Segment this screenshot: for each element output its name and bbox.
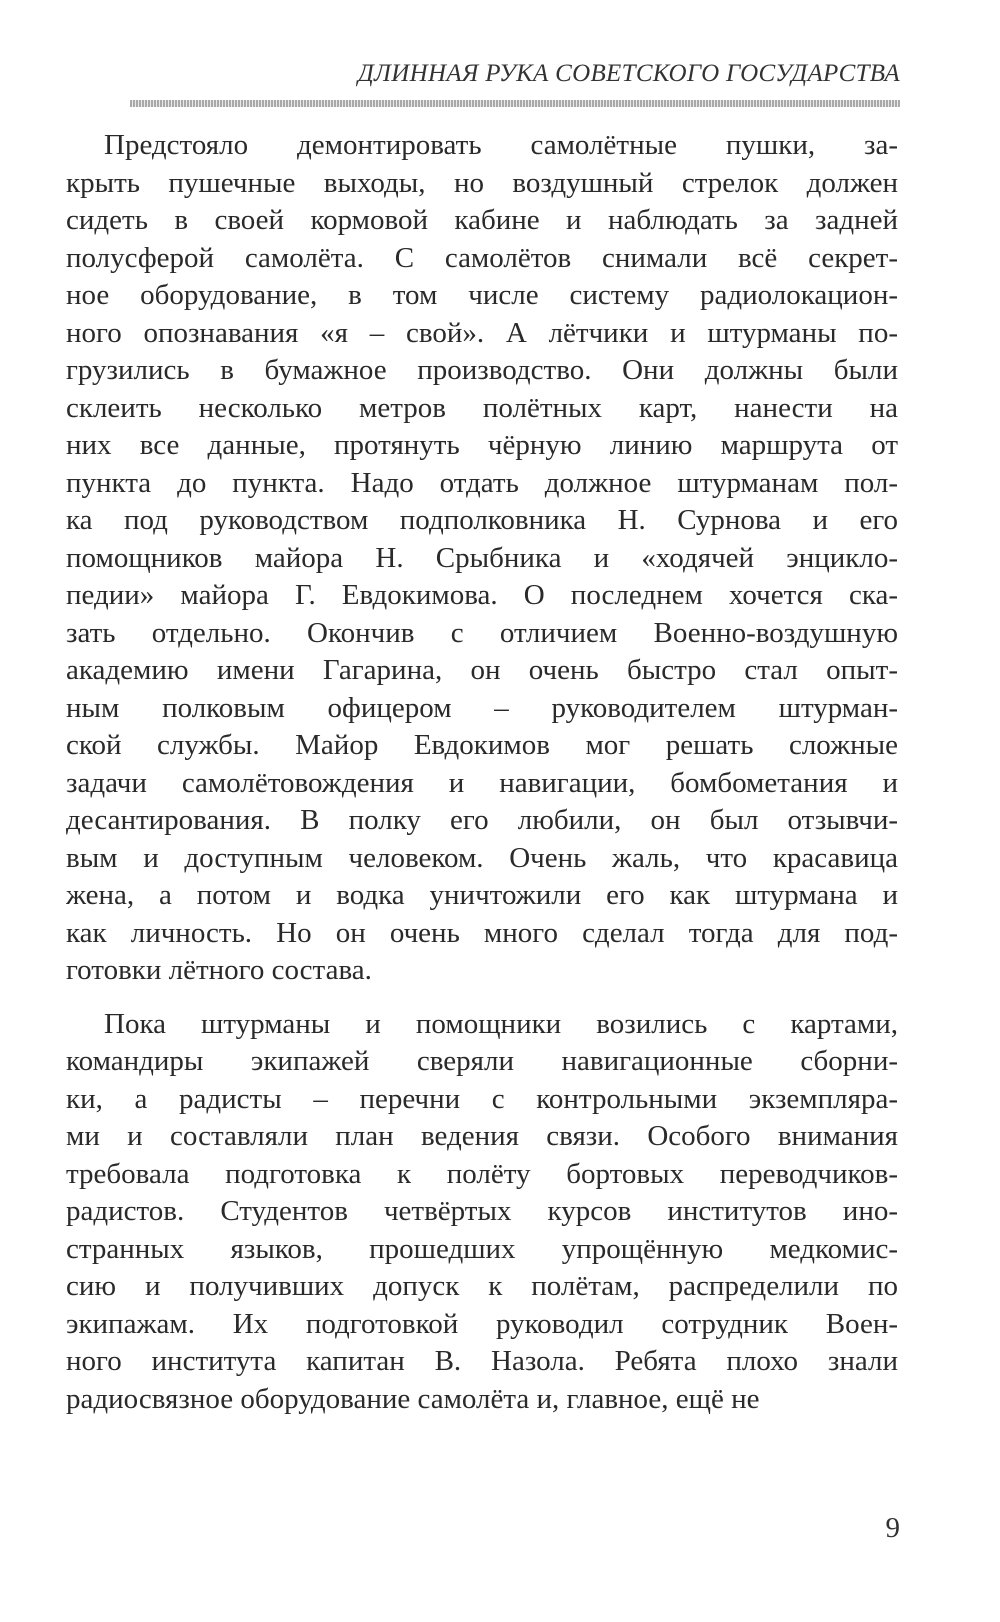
text-line: жена, а потом и водка уничтожили его как штурмана и <box>66 879 898 911</box>
text-line: педии» майора Г. Евдокимова. О последнем хочется ска- <box>66 579 898 611</box>
text-line: готовки лётного состава. <box>66 954 372 986</box>
text-line: сию и получивших допуск к полётам, распределили по <box>66 1270 898 1302</box>
text-line: пункта до пункта. Надо отдать должное штурманам пол- <box>66 466 898 499</box>
text-line: крыть пушечные выходы, но воздушный стрелок должен <box>66 166 898 199</box>
text-line: требовала подготовка к полёту бортовых переводчиков- <box>66 1157 898 1190</box>
text-line: Предстояло демонтировать самолётные пушки, за- <box>104 129 898 161</box>
text-line: ного института капитан В. Назола. Ребята плохо знали <box>66 1345 898 1377</box>
text-line: экипажам. Их подготовкой руководил сотрудник Воен- <box>66 1307 898 1340</box>
text-line: ки, а радисты – перечни с контрольными экземпляра- <box>66 1082 898 1115</box>
text-line: склеить несколько метров полётных карт, нанести на <box>66 391 898 424</box>
text-line: полусферой самолёта. С самолётов снимали всё секрет- <box>66 241 898 274</box>
text-line: радиосвязное оборудование самолёта и, главное, ещё не <box>66 1382 760 1415</box>
paragraph-gap <box>66 990 898 1006</box>
text-line: радистов. Студентов четвёртых курсов институтов ино- <box>66 1195 898 1227</box>
text-line: ка под руководством подполковника Н. Сурнова и его <box>66 504 898 536</box>
text-line: зать отдельно. Окончив с отличием Военно-воздушную <box>66 616 898 649</box>
text-line: грузились в бумажное производство. Они должны были <box>66 354 898 386</box>
text-line: десантирования. В полку его любили, он был отзывчи- <box>66 804 898 836</box>
text-line: сидеть в своей кормовой кабине и наблюдать за задней <box>66 204 898 236</box>
text-line: ное оборудование, в том числе систему радиолокацион- <box>66 279 898 311</box>
header-rule <box>130 100 900 107</box>
text-line: помощников майора Н. Срыбника и «ходячей энцикло- <box>66 541 898 574</box>
text-line: них все данные, протянуть чёрную линию маршрута от <box>66 429 898 461</box>
text-line: командиры экипажей сверяли навигационные сборни- <box>66 1045 898 1077</box>
body-text <box>66 127 898 1418</box>
text-line: Пока штурманы и помощники возились с картами, <box>104 1007 898 1040</box>
page-number: 9 <box>885 1512 900 1544</box>
text-line: академию имени Гагарина, он очень быстро стал опыт- <box>66 654 898 686</box>
paragraph <box>66 1006 898 1419</box>
text-line: ской службы. Майор Евдокимов мог решать сложные <box>66 729 898 761</box>
text-line: странных языков, прошедших упрощённую медкомис- <box>66 1232 898 1265</box>
text-line: как личность. Но он очень много сделал тогда для под- <box>66 916 898 949</box>
running-header: ДЛИННАЯ РУКА СОВЕТСКОГО ГОСУДАРСТВА <box>357 60 900 87</box>
paragraph <box>66 127 898 990</box>
text-line: задачи самолётовождения и навигации, бомбометания и <box>66 766 898 799</box>
text-line: вым и доступным человеком. Очень жаль, что красавица <box>66 841 898 874</box>
text-line: ного опознавания «я – свой». А лётчики и штурманы по- <box>66 316 898 349</box>
text-line: ми и составляли план ведения связи. Особого внимания <box>66 1120 898 1152</box>
text-line: ным полковым офицером – руководителем штурман- <box>66 691 898 724</box>
